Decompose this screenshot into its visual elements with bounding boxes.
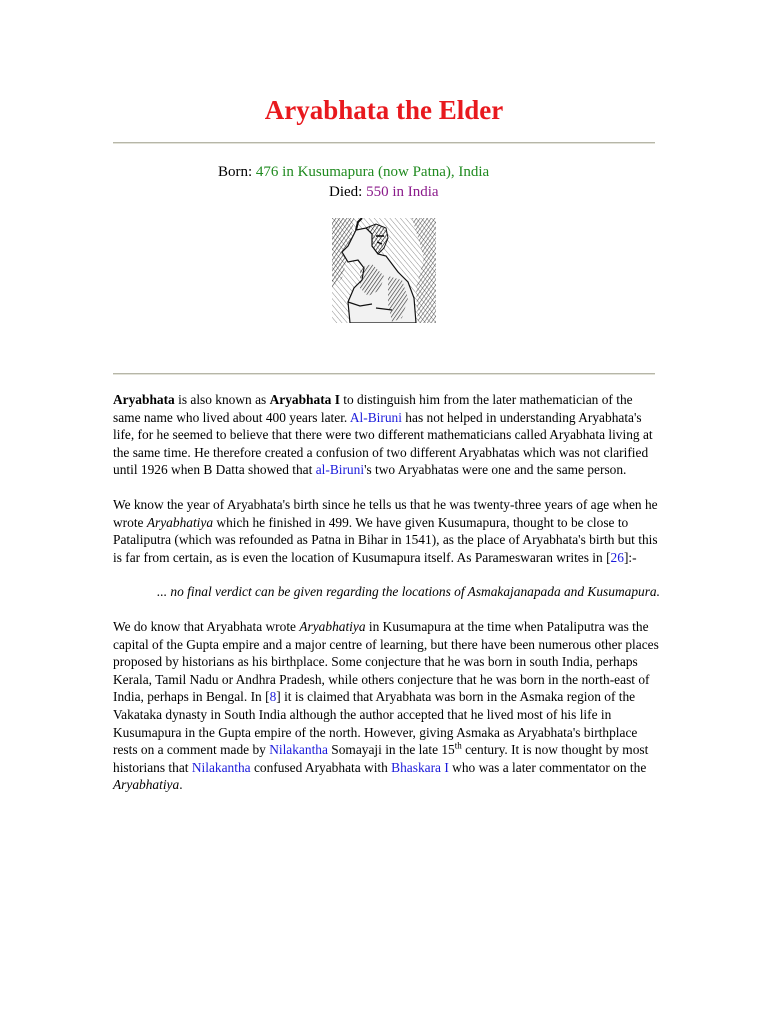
book-title: Aryabhatiya xyxy=(146,514,214,530)
name-bold: Aryabhata xyxy=(113,392,175,407)
al-biruni-link[interactable]: al-Biruni xyxy=(315,462,365,478)
aryabhata-portrait-icon xyxy=(332,218,436,323)
text-run: ]:- xyxy=(623,549,637,565)
text-run: in Kusumapura at the time when Pataliputra was the capital of the Gupta empire and a major centre of learning, but there have been numerous other places proposed by historians as his birthplace. Some conjecture that he was born in south India, perhaps Kerala, Tamil Nadu or Andhra Pradesh, while others conjecture that he was born in the north-east of India, perhaps in Bengal. In [ xyxy=(113,618,659,705)
text-run: confused Aryabhata with xyxy=(250,759,392,775)
al-biruni-link[interactable]: Al-Biruni xyxy=(349,409,402,425)
paragraph-3 xyxy=(113,618,661,794)
bhaskara-i-link[interactable]: Bhaskara I xyxy=(391,759,449,775)
book-title: Aryabhatiya xyxy=(299,618,366,634)
died-line xyxy=(329,183,439,201)
text-run: is also known as xyxy=(174,392,270,407)
paragraph-2 xyxy=(113,496,661,566)
page-title: Aryabhata the Elder xyxy=(264,95,504,125)
book-title: Aryabhatiya xyxy=(113,777,180,793)
died-label: Died: xyxy=(329,184,363,200)
born-value: 476 in Kusumapura (now Patna), India xyxy=(255,164,490,180)
paragraph-1 xyxy=(113,391,661,479)
reference-26-link[interactable]: 26 xyxy=(610,549,624,565)
name-bold: Aryabhata I xyxy=(269,392,340,407)
text-run: ] it is claimed that Aryabhata was born in the Asmaka region of the Vakataka dynasty in South India although the author accepted that he lived most of his life in Kusumapura in the Gupta empire of the north. However, giving Asmaka as Aryabhata's birthplace rests on a comment made by xyxy=(113,689,638,758)
text-run: has not helped in understanding Aryabhata's life, for he seemed to believe that there were two different mathematicians called Aryabhata living at the same time. He therefore created a confusion of two different Aryabhatas which was not clarified until 1926 when B Datta showed that xyxy=(113,409,653,478)
nilakantha-link[interactable]: Nilakantha xyxy=(269,742,328,758)
died-value: 550 in India xyxy=(366,184,439,200)
reference-8-link[interactable]: 8 xyxy=(269,689,277,705)
text-run: which he finished in 499. We have given Kusumapura, thought to be close to Pataliputra (which was refounded as Patna in Bihar in 1541), as the place of Aryabhata's birth but this is far from certain, as is even the location of Kusumapura itself. As Parameswaran writes in [ xyxy=(113,514,658,565)
nilakantha-link[interactable]: Nilakantha xyxy=(191,759,251,775)
text-run: We know the year of Aryabhata's birth since he tells us that he was twenty-three years of age when he wrote xyxy=(113,496,658,530)
text-run: who was a later commentator on the xyxy=(448,759,647,775)
text-run: 's two Aryabhatas were one and the same person. xyxy=(364,462,627,478)
text-run: . xyxy=(179,777,183,793)
article-body xyxy=(113,391,661,811)
text-run: century. It is now thought by most historians that xyxy=(113,742,649,775)
text-run: Somayaji in the late 15 xyxy=(327,742,455,758)
text-run: to distinguish him from the later mathematician of the same name who lived about 400 years later. xyxy=(113,392,633,425)
mid-divider xyxy=(113,373,655,375)
born-label: Born: xyxy=(218,164,253,180)
top-divider xyxy=(113,142,655,144)
superscript-th: th xyxy=(454,740,462,751)
born-line xyxy=(218,163,489,181)
text-run: We do know that Aryabhata wrote xyxy=(113,618,300,634)
quotation: ... no final verdict can be given regarding the locations of Asmakajanapada and Kusumapura. xyxy=(157,584,660,600)
